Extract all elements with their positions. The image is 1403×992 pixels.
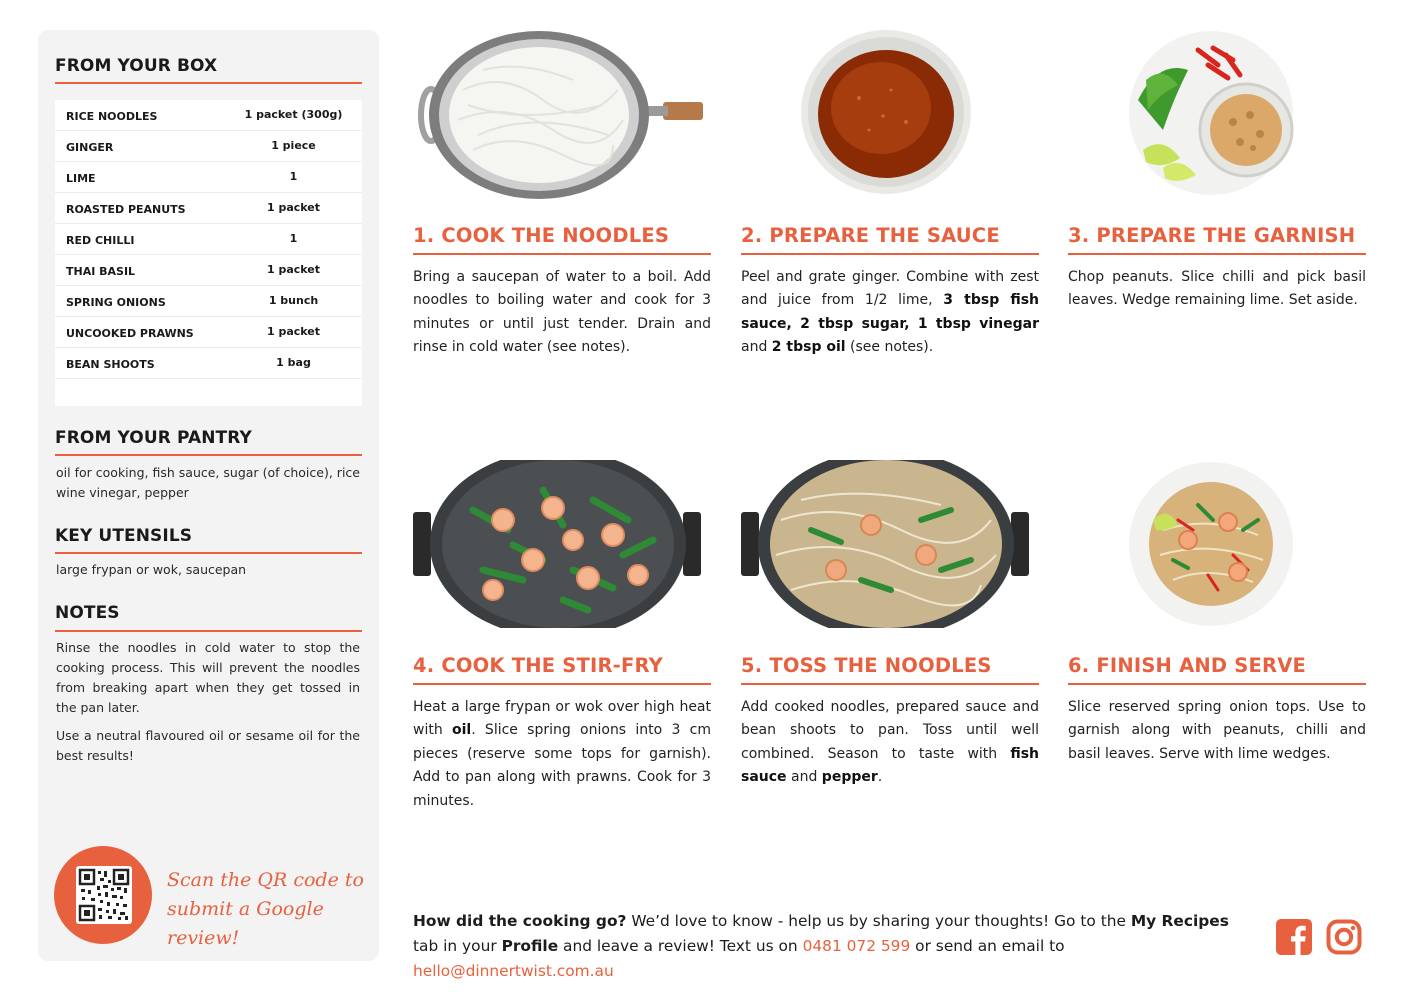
table-row (55, 255, 362, 286)
table-row (55, 100, 362, 131)
facebook-icon[interactable] (1276, 919, 1312, 955)
step-rule (413, 683, 711, 685)
notes-heading: NOTES (55, 603, 120, 623)
ingredient-name: BEAN SHOOTS (66, 358, 155, 371)
step-body: Heat a large frypan or wok over high heat with oil. Slice spring onions into 3 cm pieces (reserve some tops for garnish). Add to pan along with prawns. Cook for 3 minutes. (413, 699, 711, 809)
table-row (55, 162, 362, 193)
footer-question: How did the cooking go? (413, 912, 627, 930)
table-row (55, 348, 362, 379)
heading-rule (55, 552, 362, 554)
noodle-wok-photo (741, 460, 1039, 628)
table-row (55, 286, 362, 317)
ingredient-qty: 1 piece (271, 139, 316, 152)
phone-link[interactable]: 0481 072 599 (802, 937, 911, 955)
step-rule (1068, 253, 1366, 255)
sauce-bowl-photo (741, 30, 1039, 200)
heading-rule (55, 82, 362, 84)
ingredient-name: GINGER (66, 141, 114, 154)
profile-link[interactable]: Profile (501, 937, 559, 955)
step-body: Peel and grate ginger. Combine with zest and juice from 1/2 lime, 3 tbsp fish sauce, 2 tbsp sugar, 1 tbsp vinegar and 2 tbsp oil (see notes). (741, 269, 1039, 356)
ingredient-name: SPRING ONIONS (66, 296, 166, 309)
ingredient-qty: 1 packet (300g) (244, 108, 343, 121)
step-title: 2. PREPARE THE SAUCE (741, 224, 1000, 247)
heading-rule (55, 630, 362, 632)
box-heading: FROM YOUR BOX (55, 56, 218, 76)
ingredient-qty: 1 (289, 232, 298, 245)
email-link[interactable]: hello@dinnertwist.com.au (413, 962, 614, 980)
instagram-icon[interactable] (1326, 919, 1362, 955)
garnish-plate-photo (1068, 30, 1366, 200)
table-row (55, 193, 362, 224)
note-paragraph: Rinse the noodles in cold water to stop the cooking process. This will prevent the noodles from breaking apart when they get tossed in the pan later. (56, 640, 360, 715)
note-paragraph: Use a neutral flavoured oil or sesame oil for the best results! (56, 728, 360, 763)
ingredient-name: THAI BASIL (66, 265, 136, 278)
step-title: 5. TOSS THE NOODLES (741, 654, 992, 677)
sidebar (38, 30, 379, 961)
step-body: Chop peanuts. Slice chilli and pick basil leaves. Wedge remaining lime. Set aside. (1068, 269, 1366, 309)
qr-caption: Scan the QR code to submit a Google review! (167, 869, 364, 949)
ingredient-name: ROASTED PEANUTS (66, 203, 186, 216)
step-rule (741, 683, 1039, 685)
table-row (55, 317, 362, 348)
step-body: Slice reserved spring onion tops. Use to garnish along with peanuts, chilli and basil leaves. Serve with lime wedges. (1068, 699, 1366, 762)
ingredients-table (55, 100, 362, 406)
step-rule (413, 253, 711, 255)
step-body: Bring a saucepan of water to a boil. Add noodles to boiling water and cook for 3 minutes or until just tender. Drain and rinse in cold water (see notes). (413, 269, 711, 356)
ingredient-name: LIME (66, 172, 96, 185)
step-title: 1. COOK THE NOODLES (413, 224, 670, 247)
step-title: 3. PREPARE THE GARNISH (1068, 224, 1356, 247)
ingredient-name: RICE NOODLES (66, 110, 158, 123)
heading-rule (55, 454, 362, 456)
qr-code[interactable] (76, 866, 132, 924)
step-body: Add cooked noodles, prepared sauce and bean shoots to pan. Toss until well combined. Season to taste with fish sauce and pepper. (741, 699, 1039, 786)
pantry-text: oil for cooking, fish sauce, sugar (of choice), rice wine vinegar, pepper (56, 465, 360, 500)
pantry-heading: FROM YOUR PANTRY (55, 428, 252, 448)
ingredient-qty: 1 packet (266, 263, 321, 276)
my-recipes-link[interactable]: My Recipes (1130, 912, 1229, 930)
served-plate-photo (1068, 460, 1366, 628)
step-rule (741, 253, 1039, 255)
ingredient-qty: 1 bag (276, 356, 311, 369)
qr-badge[interactable] (54, 846, 152, 944)
ingredient-name: UNCOOKED PRAWNS (66, 327, 194, 340)
feedback-footer: How did the cooking go? We’d love to know - help us by sharing your thoughts! Go to the My Recipes tab in your Profile and leave a review! Text us on 0481 072 599 or send an email to hello@dinnertwist.com.au (413, 912, 1229, 980)
ingredient-name: RED CHILLI (66, 234, 135, 247)
utensils-text: large frypan or wok, saucepan (56, 562, 247, 577)
step-title: 4. COOK THE STIR-FRY (413, 654, 663, 677)
ingredient-qty: 1 packet (266, 325, 321, 338)
step-title: 6. FINISH AND SERVE (1068, 654, 1307, 677)
ingredient-qty: 1 (289, 170, 298, 183)
table-row (55, 131, 362, 162)
noodles-strainer-photo (413, 30, 711, 200)
prawn-wok-photo (413, 460, 711, 628)
ingredient-qty: 1 bunch (268, 294, 319, 307)
table-row (55, 224, 362, 255)
utensils-heading: KEY UTENSILS (55, 526, 193, 546)
ingredient-qty: 1 packet (266, 201, 321, 214)
step-rule (1068, 683, 1366, 685)
